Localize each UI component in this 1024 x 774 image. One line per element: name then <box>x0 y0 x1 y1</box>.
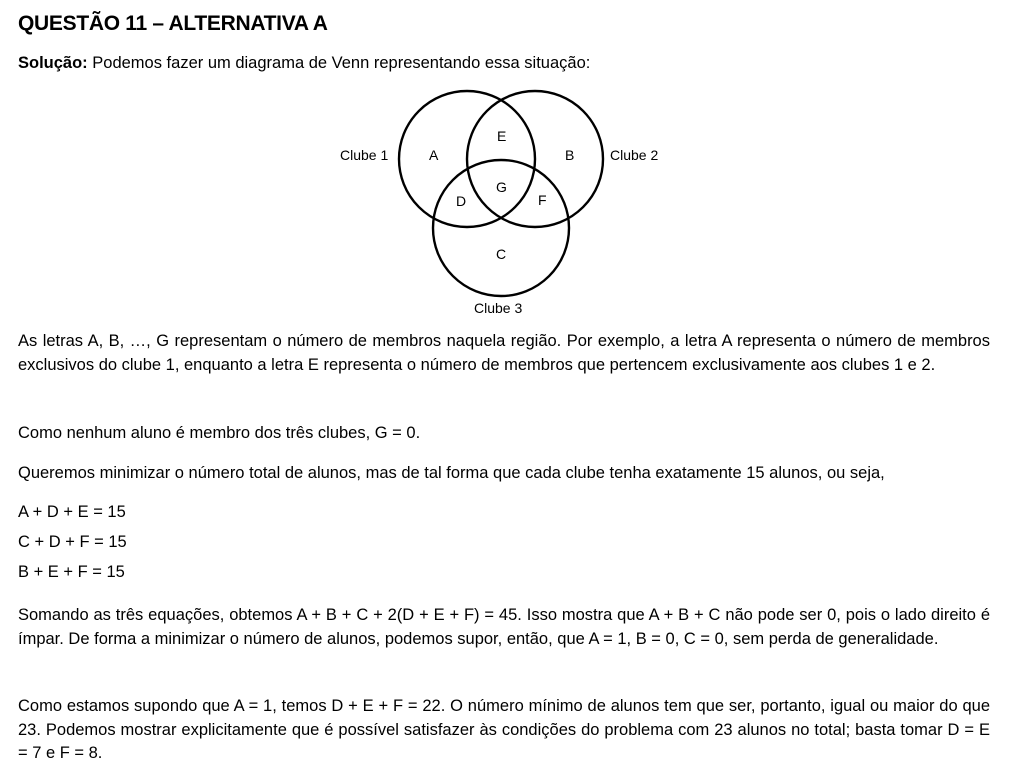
club1-label: Clube 1 <box>340 147 389 163</box>
club2-label: Clube 2 <box>610 147 659 163</box>
solution-label: Solução: <box>18 54 88 72</box>
region-d-label: D <box>456 193 467 209</box>
paragraph-g-zero: Como nenhum aluno é membro dos três clubes, G = 0. <box>18 424 421 442</box>
region-f-label: F <box>538 192 547 208</box>
venn-diagram <box>330 86 690 322</box>
region-g-label: G <box>496 179 507 195</box>
solution-text: Podemos fazer um diagrama de Venn representando essa situação: <box>87 54 591 72</box>
region-c-label: C <box>496 246 507 262</box>
paragraph-regions: As letras A, B, …, G representam o número de membros naquela região. Por exemplo, a letra A representa o número de membros exclusivos do clube 1, enquanto a letra E representa o número de membros que pertencem exclusivamente aos clubes 1 e 2. <box>18 332 990 374</box>
equation-1: A + D + E = 15 <box>18 503 126 521</box>
paragraph-goal: Queremos minimizar o número total de alunos, mas de tal forma que cada clube tenha exatamente 15 alunos, ou seja, <box>18 464 885 482</box>
paragraph-sum: Somando as três equações, obtemos A + B + C + 2(D + E + F) = 45. Isso mostra que A + B + C não pode ser 0, pois o lado direito é ímpar. De forma a minimizar o número de alunos, podemos supor, então, que A = 1, B = 0, C = 0, sem perda de generalidade. <box>18 606 990 648</box>
region-e-label: E <box>497 128 507 144</box>
question-title: QUESTÃO 11 – ALTERNATIVA A <box>18 12 328 35</box>
equation-2: C + D + F = 15 <box>18 533 127 551</box>
paragraph-conclusion: Como estamos supondo que A = 1, temos D + E + F = 22. O número mínimo de alunos tem que ser, portanto, igual ou maior do que 23. Podemos mostrar explicitamente que é possível satisfazer às condições do problema com 23 alunos no total; basta tomar D = E = 7 e F = 8. <box>18 697 990 762</box>
solution-intro <box>18 54 590 73</box>
region-a-label: A <box>429 147 439 163</box>
equation-3: B + E + F = 15 <box>18 563 125 581</box>
region-b-label: B <box>565 147 575 163</box>
club3-label: Clube 3 <box>474 300 523 316</box>
